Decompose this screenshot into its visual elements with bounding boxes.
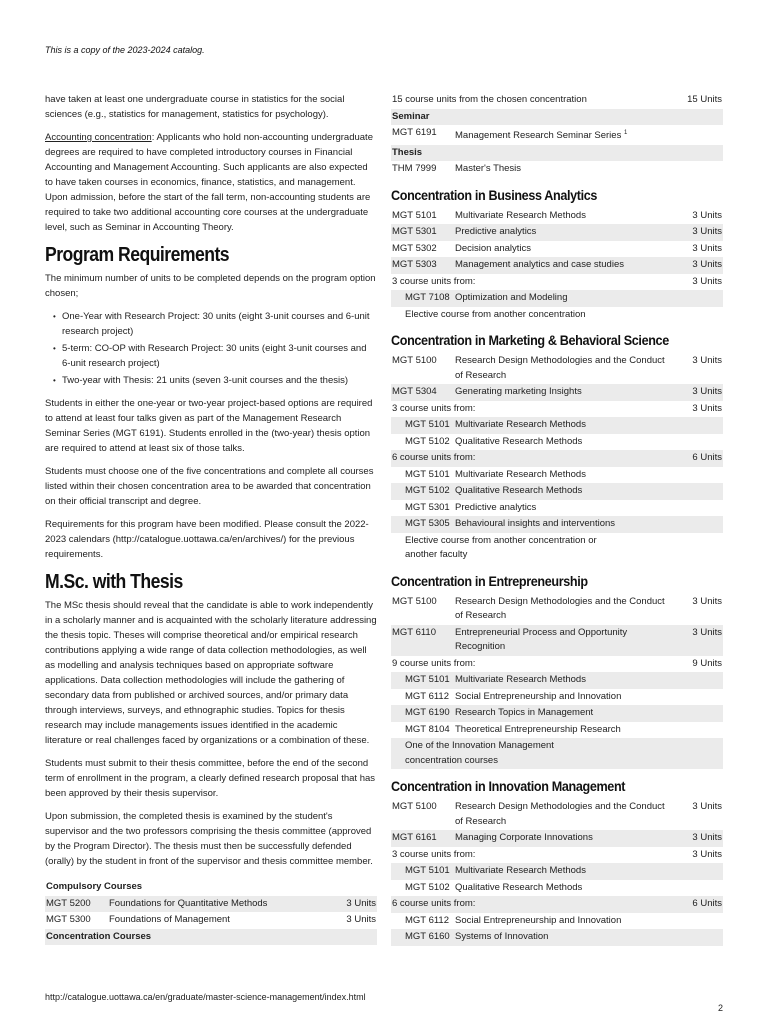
course-code[interactable]: MGT 5101	[392, 209, 437, 221]
list-item: • Two-year with Thesis: 21 units (seven 3-unit courses and the thesis)	[53, 373, 377, 388]
concentration-courses-heading: Concentration Courses	[45, 929, 377, 946]
course-group-label: 6 course units from:	[391, 896, 675, 913]
seminar-heading: Seminar	[391, 109, 723, 126]
table-row	[391, 799, 723, 830]
course-title: Predictive analytics	[454, 224, 675, 241]
course-title: Predictive analytics	[455, 501, 537, 513]
elective-note: Elective course from another concentration or another faculty	[405, 534, 597, 561]
table-row	[391, 913, 723, 930]
course-units: 9 Units	[692, 657, 722, 669]
marketing-behavioral-table	[391, 353, 723, 564]
table-row	[45, 896, 377, 913]
course-title: Multivariate Research Methods	[454, 863, 675, 880]
table-row	[391, 863, 723, 880]
thesis-heading: M.Sc. with Thesis	[45, 571, 183, 593]
thesis-paragraph: Upon submission, the completed thesis is examined by the student's supervisor and the two professors comprising the thesis committee (approved by the Program Director). The thesis must then be successfully defended (orally) by the student in front of the supervisor and thesis committee member.	[45, 811, 373, 867]
compulsory-heading: Compulsory Courses	[46, 881, 143, 892]
course-title: Research Design Methodologies and the Conduct of Research	[455, 801, 665, 827]
table-row	[391, 500, 723, 517]
course-units: 15 Units	[687, 94, 722, 105]
course-code[interactable]: MGT 5305	[391, 516, 454, 533]
course-code[interactable]: THM 7999	[392, 163, 437, 175]
modified-paragraph: Requirements for this program have been modified. Please consult the 2022-2023 calendars (http://catalogue.uottawa.ca/en/archives/) for the previous requirements.	[45, 519, 369, 560]
concentrations-paragraph: Students must choose one of the five concentrations and complete all courses listed within their chosen concentration area to be awarded that concentration on their official transcript and degree.	[45, 466, 374, 507]
course-units: 3 Units	[692, 402, 722, 414]
table-row	[391, 830, 723, 847]
course-code[interactable]: MGT 5301	[391, 224, 454, 241]
course-units: 3 Units	[346, 914, 376, 925]
course-code[interactable]: MGT 5200	[45, 896, 108, 913]
table-row	[391, 145, 723, 162]
thesis-paragraph: The MSc thesis should reveal that the candidate is able to work independently in a scholarly manner and is acquainted with the scholarly literature addressing the thesis topic. Theses will comprise theoretical and/or empirical research contributions applying a wide range of data collection methodologies, as well as modelling and analysis techniques based on appropriate software applications. Data collection methodologies will include the gathering of secondary data from published or archived sources, and/or primary data through interviews, surveys, and ethnographic studies. Topics for thesis research may include managements issues identified in the academic literature or real challenges faced by organizations or a combination of these.	[45, 600, 377, 746]
course-units: 6 Units	[675, 896, 723, 913]
course-title: Generating marketing Insights	[454, 384, 675, 401]
course-title: Research Topics in Management	[454, 705, 675, 722]
course-code[interactable]: MGT 6190	[391, 705, 454, 722]
left-column	[45, 92, 377, 945]
course-code[interactable]: MGT 6110	[391, 625, 454, 656]
course-title: Foundations for Quantitative Methods	[108, 896, 329, 913]
course-code[interactable]: MGT 7108	[391, 290, 454, 307]
course-group-label: 3 course units from:	[392, 848, 476, 860]
footnote-marker: 1	[623, 130, 628, 136]
course-units: 3 Units	[692, 275, 722, 287]
course-group-label: 3 course units from:	[392, 402, 476, 414]
table-row	[391, 161, 723, 178]
table-row	[391, 384, 723, 401]
course-units: 3 Units	[675, 384, 723, 401]
course-code[interactable]: MGT 5101	[391, 672, 454, 689]
course-title: Managing Corporate Innovations	[454, 830, 675, 847]
course-code[interactable]: MGT 6160	[391, 929, 454, 946]
course-code[interactable]: MGT 5303	[391, 257, 454, 274]
course-title: Decision analytics	[455, 242, 532, 254]
table-row	[391, 434, 723, 451]
course-title: Master's Thesis	[455, 163, 522, 175]
course-code[interactable]: MGT 5102	[405, 435, 450, 447]
thesis-paragraph: Students must submit to their thesis committee, before the end of the second term of enrollment in the program, a clearly defined research proposal that has been approved by their thesis supervisor.	[45, 758, 376, 799]
course-code[interactable]: MGT 5301	[405, 501, 450, 513]
footer-url[interactable]: http://catalogue.uottawa.ca/en/graduate/master-science-management/index.html	[45, 992, 366, 1002]
course-title: Behavioural insights and interventions	[454, 516, 675, 533]
course-units: 3 Units	[329, 896, 377, 913]
table-row	[391, 880, 723, 897]
program-requirements-intro: The minimum number of units to be completed depends on the program option chosen;	[45, 273, 376, 299]
course-code[interactable]: MGT 5100	[392, 355, 437, 367]
accounting-paragraph: Accounting concentration: Applicants who hold non-accounting undergraduate degrees are required to have completed introductory courses in Financial Accounting and Management Accounting. Such applicants are also expected to have taken courses in economics, finance, statistics, and management. Upon admission, before the start of the fall term, non-accounting students are required to take two additional accounting core courses at the undergraduate level, such as Seminar in Accounting Theory.	[45, 132, 373, 233]
table-row	[391, 689, 723, 706]
table-row	[391, 847, 723, 864]
table-row	[391, 241, 723, 258]
table-row	[391, 672, 723, 689]
concentration-heading: Concentration in Innovation Management	[391, 778, 626, 795]
table-row	[391, 722, 723, 739]
table-row	[391, 92, 723, 109]
accounting-link[interactable]: Accounting concentration	[45, 132, 152, 143]
course-title: Management analytics and case studies	[454, 257, 675, 274]
table-row	[391, 125, 723, 145]
compulsory-courses-table	[45, 879, 377, 945]
course-units: 3 Units	[692, 848, 722, 860]
page-number: 2	[717, 1003, 723, 1013]
course-code[interactable]: MGT 5300	[46, 914, 91, 925]
course-title: Management Research Seminar Series $^1$	[455, 130, 628, 142]
course-code[interactable]: MGT 5102	[405, 881, 450, 893]
table-row	[391, 274, 723, 291]
table-row	[391, 656, 723, 673]
course-units: 3 Units	[692, 355, 722, 367]
course-title: Qualitative Research Methods	[455, 435, 583, 447]
table-row	[391, 224, 723, 241]
course-units: 6 Units	[675, 450, 723, 467]
concentration-heading: Concentration in Marketing & Behavioral Science	[391, 332, 669, 349]
course-units: 3 Units	[692, 209, 722, 221]
table-row	[391, 257, 723, 274]
intro-paragraph: have taken at least one undergraduate course in statistics for the social sciences (e.g., statistics for management, statistics for psychology).	[45, 94, 345, 120]
table-row	[391, 705, 723, 722]
course-code[interactable]: MGT 8104	[405, 723, 450, 735]
table-row	[391, 307, 723, 324]
innovation-management-table	[391, 799, 723, 946]
thesis-structure-table	[391, 92, 723, 178]
table-row	[391, 467, 723, 484]
table-row	[391, 450, 723, 467]
course-title: Multivariate Research Methods	[454, 417, 675, 434]
table-row	[391, 290, 723, 307]
entrepreneurship-table	[391, 594, 723, 770]
course-title: Research Design Methodologies and the Conduct of Research	[455, 355, 665, 381]
course-code[interactable]: MGT 6112	[405, 690, 450, 702]
course-title: Multivariate Research Methods	[454, 672, 675, 689]
table-row	[45, 912, 377, 929]
course-units: 3 Units	[675, 257, 723, 274]
course-units: 3 Units	[692, 595, 722, 607]
course-title: Entrepreneurial Process and Opportunity Recognition	[454, 625, 675, 656]
course-title: Foundations of Management	[109, 914, 230, 925]
course-title: Social Entrepreneurship and Innovation	[455, 690, 622, 702]
table-row	[391, 109, 723, 126]
course-code[interactable]: MGT 5102	[391, 483, 454, 500]
course-title: Multivariate Research Methods	[455, 468, 586, 480]
catalog-note: This is a copy of the 2023-2024 catalog.	[45, 45, 205, 55]
list-item: • 5-term: CO-OP with Research Project: 30 units (eight 3-unit courses and 6-unit research project)	[53, 341, 377, 371]
table-row	[391, 516, 723, 533]
course-title: Qualitative Research Methods	[455, 881, 583, 893]
course-title: Social Entrepreneurship and Innovation	[455, 914, 622, 926]
program-options-list	[53, 309, 377, 388]
course-title: Optimization and Modeling	[454, 290, 675, 307]
course-title: Research Design Methodologies and the Conduct of Research	[455, 595, 665, 622]
concentration-heading: Concentration in Entrepreneurship	[391, 572, 588, 589]
elective-note: One of the Innovation Management concentration courses	[391, 738, 675, 769]
table-row	[391, 594, 723, 625]
course-group-label: 3 course units from:	[392, 275, 476, 287]
course-code[interactable]: MGT 6191	[392, 127, 437, 138]
table-row	[391, 417, 723, 434]
talks-paragraph: Students in either the one-year or two-year project-based options are required to attend at least four talks given as part of the Management Research Seminar Series (MGT 6191). Students enrolled in the (two-year) thesis option are required to attend at least six of those talks.	[45, 398, 373, 454]
course-title: Multivariate Research Methods	[455, 209, 586, 221]
course-code[interactable]: MGT 5100	[392, 801, 437, 813]
course-units: 3 Units	[675, 625, 723, 656]
table-row	[391, 896, 723, 913]
table-row	[391, 208, 723, 225]
list-item: • One-Year with Research Project: 30 units (eight 3-unit courses and 6-unit research project)	[53, 309, 377, 339]
table-row	[391, 738, 723, 769]
course-units: 3 Units	[675, 830, 723, 847]
table-row	[391, 929, 723, 946]
program-requirements-heading: Program Requirements	[45, 244, 230, 266]
course-title: Qualitative Research Methods	[454, 483, 675, 500]
table-row	[391, 483, 723, 500]
table-row	[391, 401, 723, 418]
table-row	[391, 625, 723, 656]
course-units: 3 Units	[692, 242, 722, 254]
course-code[interactable]: MGT 5304	[391, 384, 454, 401]
course-code[interactable]: MGT 5101	[391, 417, 454, 434]
course-code[interactable]: MGT 6161	[391, 830, 454, 847]
course-code[interactable]: MGT 6112	[405, 914, 450, 926]
thesis-section-heading: Thesis	[391, 145, 723, 162]
course-code[interactable]: MGT 5101	[391, 863, 454, 880]
table-row	[391, 533, 723, 564]
table-row	[391, 353, 723, 384]
course-code[interactable]: MGT 5100	[392, 595, 437, 607]
course-units: 3 Units	[692, 801, 722, 813]
course-code[interactable]: MGT 5302	[392, 242, 437, 254]
course-title: Theoretical Entrepreneurship Research	[455, 723, 621, 735]
concentration-heading: Concentration in Business Analytics	[391, 186, 598, 203]
right-column	[391, 92, 723, 946]
business-analytics-table	[391, 208, 723, 324]
table-row	[45, 929, 377, 946]
elective-note: Elective course from another concentration	[405, 308, 586, 320]
course-group-label: 9 course units from:	[392, 657, 476, 669]
course-title: 15 course units from the chosen concentration	[392, 94, 587, 105]
course-group-label: 6 course units from:	[391, 450, 675, 467]
course-units: 3 Units	[675, 224, 723, 241]
course-title: Systems of Innovation	[454, 929, 675, 946]
course-code[interactable]: MGT 5101	[405, 468, 450, 480]
